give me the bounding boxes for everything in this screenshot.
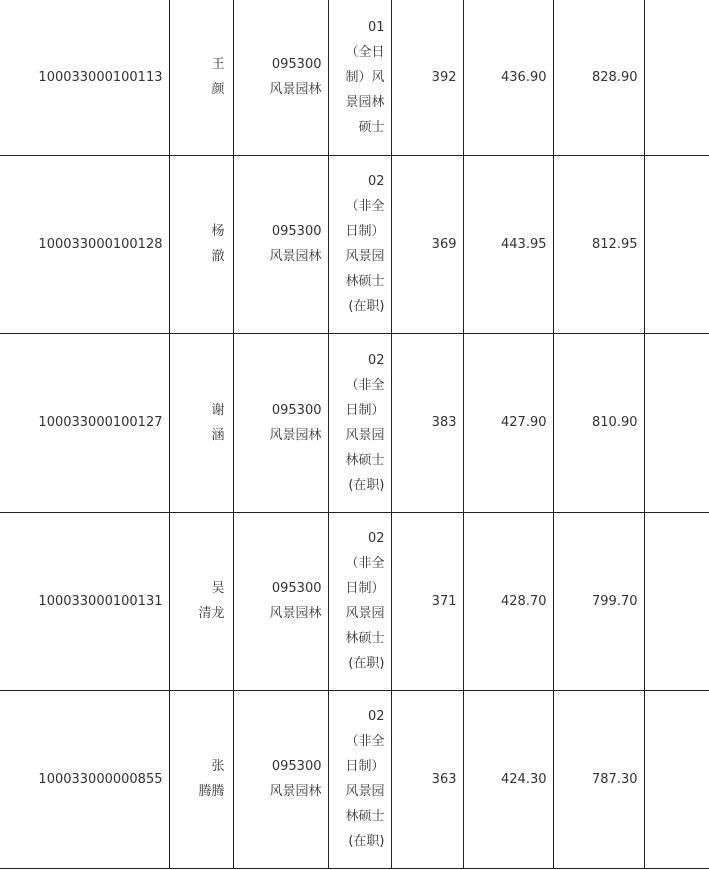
candidate-name: 谢 涵 (169, 333, 233, 512)
score-initial: 363 (391, 690, 463, 868)
score-retest: 436.90 (463, 0, 553, 155)
candidate-id: 100033000100113 (0, 0, 169, 155)
candidate-id: 100033000000855 (0, 690, 169, 868)
major: 095300 风景园林 (233, 512, 328, 690)
study-type: 01 （全日 制）风 景园林 硕士 (328, 0, 391, 155)
candidate-name: 吴 清龙 (169, 512, 233, 690)
score-initial: 369 (391, 155, 463, 333)
study-type: 02 （非全 日制） 风景园 林硕士 (在职) (328, 512, 391, 690)
empty-cell (644, 333, 709, 512)
score-initial: 392 (391, 0, 463, 155)
candidate-id: 100033000100128 (0, 155, 169, 333)
major: 095300 风景园林 (233, 0, 328, 155)
candidate-id: 100033000100127 (0, 333, 169, 512)
table-row (0, 333, 709, 512)
study-type: 02 （非全 日制） 风景园 林硕士 (在职) (328, 333, 391, 512)
score-total: 812.95 (553, 155, 644, 333)
score-retest: 424.30 (463, 690, 553, 868)
candidate-id: 100033000100131 (0, 512, 169, 690)
score-initial: 383 (391, 333, 463, 512)
table-row (0, 0, 709, 155)
major: 095300 风景园林 (233, 333, 328, 512)
major: 095300 风景园林 (233, 690, 328, 868)
score-total: 828.90 (553, 0, 644, 155)
score-retest: 427.90 (463, 333, 553, 512)
study-type: 02 （非全 日制） 风景园 林硕士 (在职) (328, 155, 391, 333)
table-row (0, 155, 709, 333)
study-type: 02 （非全 日制） 风景园 林硕士 (在职) (328, 690, 391, 868)
empty-cell (644, 690, 709, 868)
candidate-name: 王 颜 (169, 0, 233, 155)
score-total: 787.30 (553, 690, 644, 868)
score-retest: 428.70 (463, 512, 553, 690)
table-row (0, 512, 709, 690)
major: 095300 风景园林 (233, 155, 328, 333)
score-retest: 443.95 (463, 155, 553, 333)
empty-cell (644, 155, 709, 333)
table-row (0, 690, 709, 868)
candidate-name: 杨 澈 (169, 155, 233, 333)
candidate-name: 张 腾腾 (169, 690, 233, 868)
score-total: 799.70 (553, 512, 644, 690)
empty-cell (644, 512, 709, 690)
score-initial: 371 (391, 512, 463, 690)
score-total: 810.90 (553, 333, 644, 512)
empty-cell (644, 0, 709, 155)
